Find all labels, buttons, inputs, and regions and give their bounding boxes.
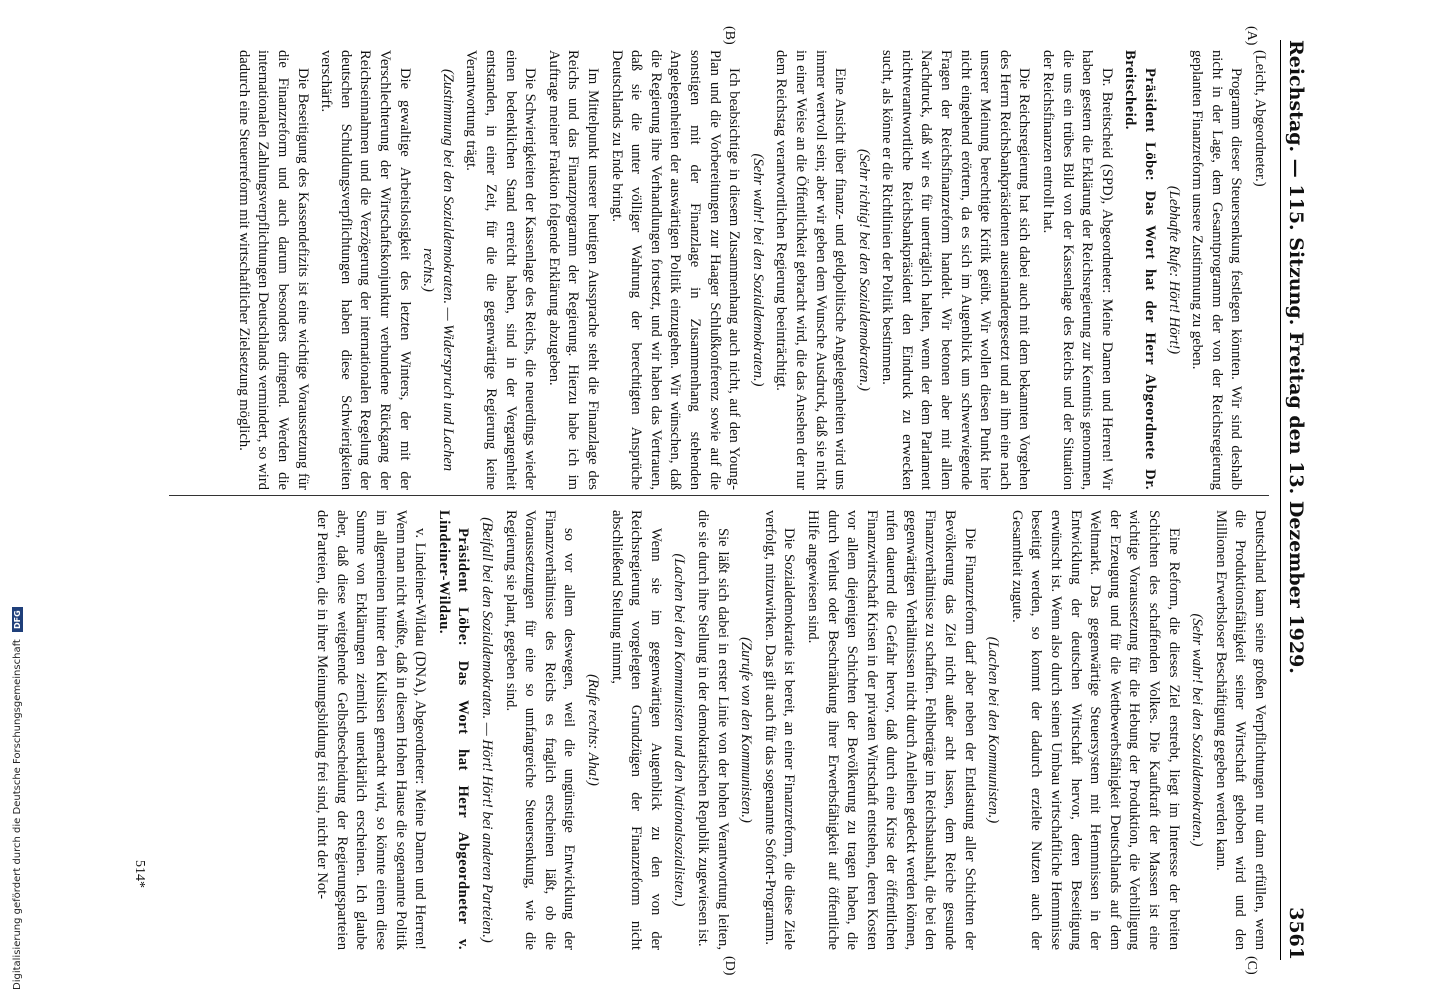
document-page bbox=[117, 20, 1317, 980]
paragraph: Präsident Löbe: Das Wort hat Herr Abgeordneter v. Lindeiner-Wildau. bbox=[435, 510, 472, 950]
dfg-logo: DFG bbox=[12, 607, 23, 632]
interjection: (Zurufe von den Kommunisten.) bbox=[738, 637, 755, 823]
credit-text: Digitalisierung gefördert durch die Deutsche Forschungsgemeinschaft bbox=[12, 639, 23, 990]
header-title: Reichstag. — 115. Sitzung. Freitag den 13. Dezember 1929. bbox=[1285, 40, 1307, 674]
paragraph: Im Mittelpunkt unserer heutigen Aussprache steht die Finanzlage des Reichs und das Finanzprogramm der Regierung. Hierzu habe ich im Auftrage meiner Fraktion folgende Erklärung abzugeben. bbox=[545, 50, 601, 490]
right-column bbox=[159, 510, 1269, 950]
interjection: (Sehr richtig! bei den Sozialdemokraten.) bbox=[855, 149, 872, 391]
interjection: (Rufe rechts: Aha!) bbox=[585, 674, 601, 786]
paragraph: Die Finanzreform darf aber neben der Entlastung aller Schichten der Bevölkerung das Ziel nicht außer acht lassen, dem Reiche gesunde Finanzverhältnisse zu schaffen. Fehlbeträge im Reichshaushalt, die bei den gegenwärtigen Verhältnissen nicht durch Anleihen gedeckt werden können, rufen dauernd die Gefahr hervor, daß durch eine Krise der öffentlichen Finanzwirtschaft Krisen in der privaten Wirtschaft entstehen, deren Kosten vor allem diejenigen Schichten der Bevölkerung zu tragen haben, die durch Verlust oder Beschränkung ihrer Erwerbsfähigkeit auf öffentliche Hilfe angewiesen sind. bbox=[804, 510, 978, 950]
paragraph: Dr. Breitscheid (SPD), Abgeordneter: Meine Damen und Herren! Wir haben gestern die Erklärung der Reichsregierung zur Kenntnis genommen, die uns ein trübes Bild von der Kassenlage des Reichs und der Situation der Reichsfinanzen entrollt hat. bbox=[1040, 50, 1115, 490]
interjection: (Beifall bei den Sozialdemokraten. — Hört! Hört! bei anderen Parteien.) bbox=[479, 517, 496, 943]
paragraph: Eine Ansicht über finanz- und geldpolitische Angelegenheiten wird uns immer wertvoll sein; aber wir geben dem Wunsche Ausdruck, daß sie nicht in einer Weise an die Öffentlichkeit gebracht wird, die das Ansehen der nur dem Reichstag verantwortlichen Regierung beeinträchtigt. bbox=[773, 50, 849, 490]
header-page-number: 3561 bbox=[1285, 907, 1307, 960]
page-header bbox=[1280, 40, 1311, 960]
interjection: (Lachen bei den Kommunisten und den Nationalsozialisten.) bbox=[671, 553, 688, 907]
column-divider bbox=[169, 495, 1269, 496]
digitization-credit-bar bbox=[0, 0, 23, 1000]
paragraph: Die Schwierigkeiten der Kassenlage des Reichs, die neuerdings wieder einen bedenklichen Stand erreicht haben, sind in der Vergangenheit entstanden, in einer Zeit, für die die gegenwärtige Regierung keine Verantwortung trägt. bbox=[463, 50, 539, 490]
paragraph: Ich beabsichtige in diesem Zusammenhang auch nicht, auf den Young-Plan und die Vorbereitungen zur Haager Schlußkonferenz sowie auf die sonstigen mit der Finanzlage in Zusammenhang stehenden Angelegenheiten der auswärtigen Politik einzugehen. Wir wünschen, daß die Regierung ihre Verhandlungen fortsetzt, und wir haben das Vertrauen, daß sie die unter völliger Wahrung der berechtigten Ansprüche Deutschlands zu Ende bringt. bbox=[608, 50, 743, 490]
digitization-credit bbox=[12, 607, 23, 990]
interjection: (Sehr wahr! bei den Sozialdemokraten.) bbox=[749, 153, 766, 387]
paragraph: Deutschland kann seine großen Verpflichtungen nur dann erfüllen, wenn die Produktionsfähigkeit seiner Wirtschaft gehoben wird und den Millionen Erwerbsloser Beschäftigung gegeben werden kann. bbox=[1212, 510, 1268, 950]
paragraph: so vor allem deswegen, weil die ungünstige Entwicklung der Finanzverhältnisse des Reichs es fraglich erscheinen läßt, ob die Voraussetzungen für eine so umfangreiche Steuersenkung, wie die Regierung sie plant, gegeben sind. bbox=[502, 510, 578, 950]
interjection: (Zustimmung bei den Sozialdemokraten. — Widerspruch und Lachen rechts.) bbox=[420, 68, 456, 472]
interjection: (Lebhafte Rufe: Hört! Hört!) bbox=[1165, 185, 1182, 355]
paragraph: Präsident Löbe: Das Wort hat der Herr Abgeordnete Dr. Breitscheid. bbox=[1122, 50, 1159, 490]
paragraph: Wenn sie im gegenwärtigen Augenblick zu den von der Reichsregierung vorgelegten Grundzügen der Finanzreform nicht abschließend Stellung nimmt, bbox=[608, 510, 664, 950]
paragraph: Programm dieser Steuersenkung festlegen könnten. Wir sind deshalb nicht in der Lage, dem Gesamtprogramm der von der Reichsregierung geplanten Finanzreform unsere Zustimmung zu geben. bbox=[1189, 50, 1245, 490]
interjection: (Lachen bei den Kommunisten.) bbox=[985, 636, 1002, 824]
paragraph: Sie läßt sich dabei in erster Linie von der hohen Verantwortung leiten, die sie durch ihre Stellung in der demokratischen Republik zugewiesen ist. bbox=[694, 510, 731, 950]
margin-marker-a: (A) bbox=[1244, 26, 1259, 46]
margin-marker-d: (D) bbox=[722, 956, 737, 976]
left-column bbox=[159, 50, 1269, 490]
paragraph: Die gewaltige Arbeitslosigkeit des letzten Winters, der mit der Verschlechterung der Wirtschaftskonjunktur verbundene Rückgang der Reichseinnahmen und die Verzögerung der internationalen Regelung der deutschen Schuldungsverpflichtungen haben diese Schwierigkeiten verschärft. bbox=[318, 50, 413, 490]
interjection: (Sehr wahr! bei den Sozialdemokraten.) bbox=[1189, 613, 1206, 847]
speaker-line: (Leicht, Abgeordneter.) bbox=[1252, 50, 1268, 187]
rotated-page bbox=[117, 20, 1317, 980]
paragraph: Die Reichsregierung hat sich dabei auch mit dem bekannten Vorgehen des Herrn Reichsbankpräsidenten auseinandergesetzt und an ihm eine nach unserer Meinung berechtigte Kritik geübt. Wir wollen diesen Punkt hier nicht eingehend erörtern, da es sich im Augenblick um schwerwiegende Fragen der Reichsfinanzreform handelt. Wir betonen aber mit allem Nachdruck, daß wir es für unerträglich halten, wenn der dem Parlament nichtverantwortliche Reichsbankpräsident den Eindruck zu erwecken sucht, als könne er die Richtlinien der Politik bestimmen. bbox=[879, 50, 1033, 490]
paragraph: Die Sozialdemokratie ist bereit, an einer Finanzreform, die diese Ziele verfolgt, mitzuwirken. Das gilt auch für das sogenannte Sofort-Programm. bbox=[761, 510, 798, 950]
footer-page-number: 514* bbox=[132, 860, 147, 888]
paragraph: Die Beseitigung des Kassendefizits ist eine wichtige Voraussetzung für die Finanzreform und auch darum besonders dringend. Werden die internationalen Zahlungsverpflichtungen Deutschlands vermindert, so wird dadurch eine Steuerreform mit wirtschaftlicher Zielsetzung möglich. bbox=[235, 50, 311, 490]
paragraph: v. Lindeiner-Wildau (DNA), Abgeordneter: Meine Damen und Herren! Wenn man nicht wüßte, daß in diesem Hohen Hause die sogenannte Politik im allgemeinen hinter den Kulissen gemacht wird, so könnte einem diese Summe von Erklärungen ziemlich unerklärlich erscheinen. Ich glaube aber, daß diese weitgehende Gelbstbescheidung der Regierungsparteien der Parteien, die in ihrer Meinungsbildung frei sind, nicht der Not- bbox=[314, 510, 429, 950]
paragraph: Eine Reform, die dieses Ziel erstrebt, liegt im Interesse der breiten Schichten des schaffenden Volkes. Die Kaufkraft der Massen ist eine wichtige Voraussetzung für die Hebung der Produktion, die Verbilligung der Erzeugung und für die Wettbewerbsfähigkeit Deutschlands auf dem Weltmarkt. Das gegenwärtige Steuersystem mit Hemmnissen in der Entwicklung der deutschen Wirtschaft hervor, deren Beseitigung erwünscht ist. Wenn also durch seinen Umbau wirtschaftliche Hemmnisse beseitigt werden, so kommt der dadurch erzielte Nutzen auch der Gesamtheit zugute. bbox=[1008, 510, 1182, 950]
margin-marker-b: (B) bbox=[722, 26, 737, 45]
margin-marker-c: (C) bbox=[1244, 956, 1259, 975]
